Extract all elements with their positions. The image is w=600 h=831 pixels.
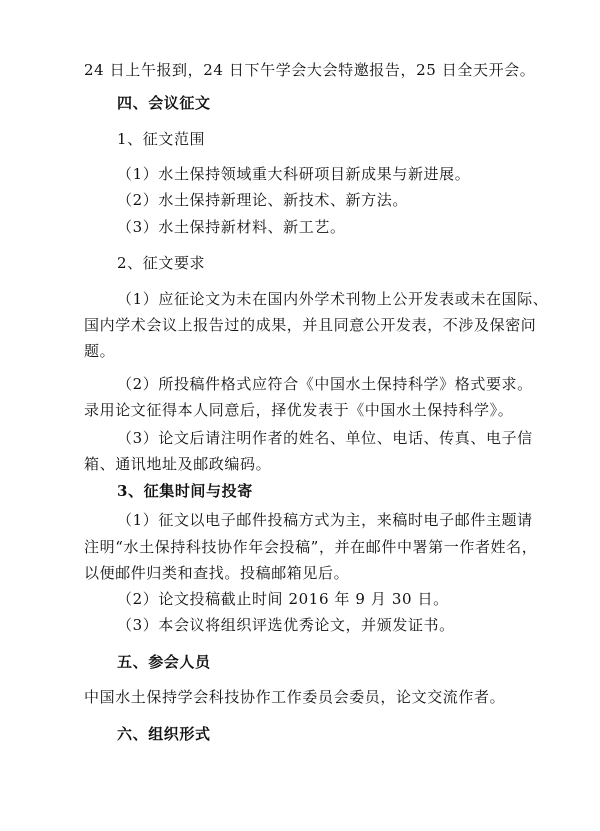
scope-item-1: （1）水土保持领域重大科研项目新成果与新进展。 <box>117 165 471 183</box>
section-heading-participants: 五、参会人员 <box>117 653 211 671</box>
participants-text: 中国水土保持学会科技协作工作委员会委员，论文交流作者。 <box>84 688 506 706</box>
schedule-line: 24 日上午报到，24 日下午学会大会特邀报告，25 日全天开会。 <box>84 61 536 79</box>
requirement-2-line-2: 录用论文征得本人同意后，择优发表于《中国水土保持科学》。 <box>84 401 514 419</box>
scope-item-3: （3）水土保持新材料、新工艺。 <box>117 218 346 236</box>
submission-2: （2）论文投稿截止时间 2016 年 9 月 30 日。 <box>117 590 449 608</box>
submission-1-line-2: 注明“水土保持科技协作年会投稿”，并在邮件中署第一作者姓名， <box>84 538 538 556</box>
submission-1-line-1: （1）征文以电子邮件投稿方式为主，来稿时电子邮件主题请 <box>117 511 533 529</box>
subheading-requirements: 2、征文要求 <box>117 254 206 272</box>
requirement-1-line-1: （1）应征论文为未在国内外学术刊物上公开发表或未在国际、 <box>117 290 549 308</box>
requirement-3-line-1: （3）论文后请注明作者的姓名、单位、电话、传真、电子信 <box>117 429 533 447</box>
submission-3: （3）本会议将组织评选优秀论文，并颁发证书。 <box>117 616 455 634</box>
subheading-scope: 1、征文范围 <box>117 130 206 148</box>
requirement-1-line-3: 题。 <box>84 342 116 360</box>
scope-item-2: （2）水土保持新理论、新技术、新方法。 <box>117 191 408 209</box>
section-heading-organization: 六、组织形式 <box>117 725 211 743</box>
subheading-submission: 3、征集时间与投寄 <box>117 482 253 500</box>
section-heading-call-for-papers: 四、会议征文 <box>117 94 211 112</box>
requirement-2-line-1: （2）所投稿件格式应符合《中国水土保持科学》格式要求。 <box>117 375 533 393</box>
requirement-1-line-2: 国内学术会议上报告过的成果，并且同意公开发表，不涉及保密问 <box>84 316 537 334</box>
submission-1-line-3: 以便邮件归类和查找。投稿邮箱见后。 <box>84 564 350 582</box>
requirement-3-line-2: 箱、通讯地址及邮政编码。 <box>84 455 272 473</box>
